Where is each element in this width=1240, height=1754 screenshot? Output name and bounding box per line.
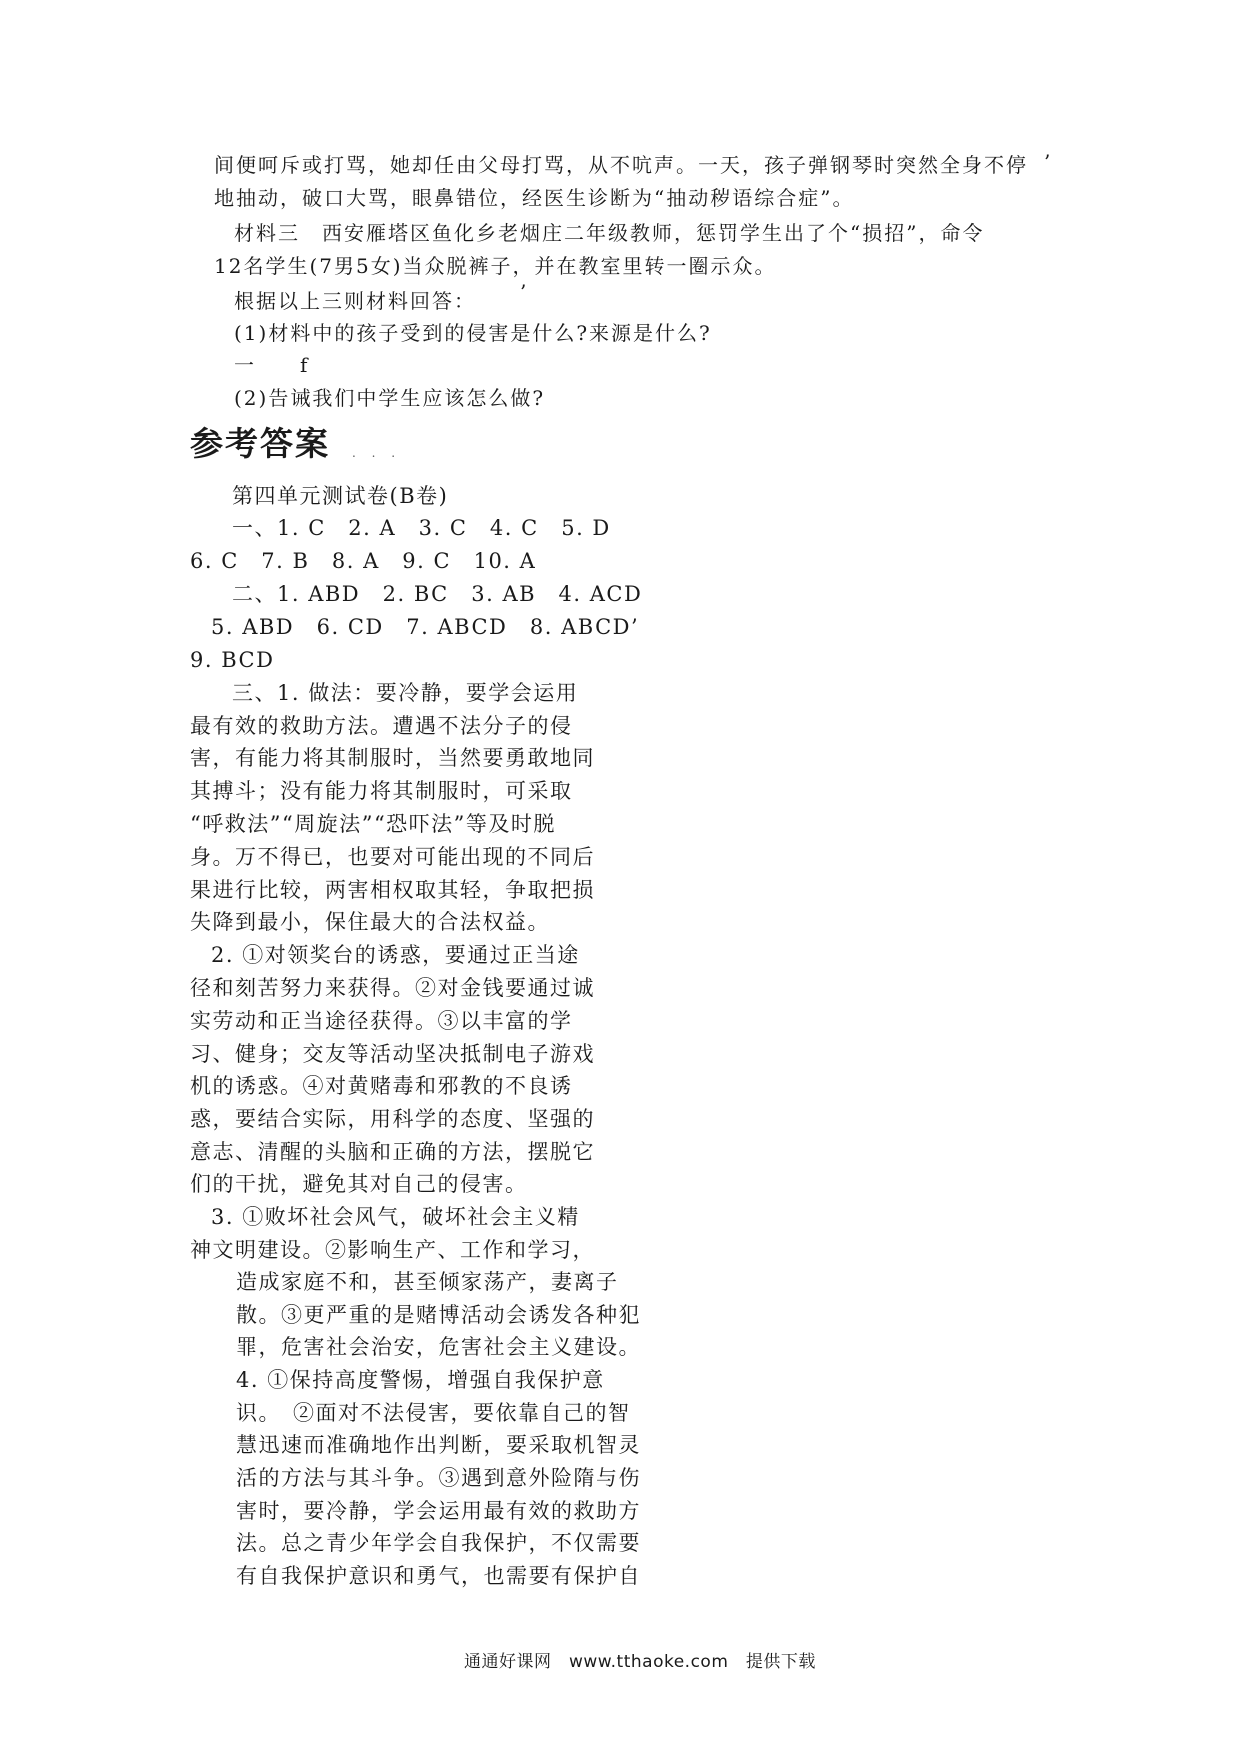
answer-line: 果进行比较，两害相权取其轻，争取把损 xyxy=(190,878,595,902)
material-line: 材料三 西安雁塔区鱼化乡老烟庄二年级教师，惩罚学生出了个“损招”，命令 xyxy=(234,221,985,245)
answer-line: 害时，要冷静，学会运用最有效的救助方 xyxy=(236,1499,641,1523)
answer-section-title: 第四单元测试卷(B卷) xyxy=(232,484,449,508)
answer-line: 散。③更严重的是赌博活动会诱发各种犯 xyxy=(236,1303,641,1327)
question-line: 一 f xyxy=(234,353,310,377)
answer-line: 惑，要结合实际，用科学的态度、坚强的 xyxy=(190,1107,595,1131)
page-footer: 通通好课网 www.tthaoke.com 提供下载 xyxy=(464,1652,816,1672)
material-line: 间便呵斥或打骂，她却任由父母打骂，从不吭声。一天，孩子弹钢琴时突然全身不停 xyxy=(214,153,1028,177)
answer-line: 造成家庭不和，甚至倾家荡产，妻离子 xyxy=(236,1270,619,1294)
answer-line: “呼救法”“周旋法”“恐吓法”等及时脱 xyxy=(190,812,556,836)
answer-line: 一、1. C 2. A 3. C 4. C 5. D xyxy=(232,516,611,540)
heading-dots: . . . xyxy=(352,446,402,460)
answer-line: 有自我保护意识和勇气，也需要有保护自 xyxy=(236,1564,641,1588)
answer-line: 二、1. ABD 2. BC 3. AB 4. ACD xyxy=(232,582,643,606)
answer-line: 最有效的救助方法。遭遇不法分子的侵 xyxy=(190,714,573,738)
answer-line: 意志、清醒的头脑和正确的方法，摆脱它 xyxy=(190,1140,595,1164)
material-line: 12名学生(7男5女)当众脱裤子，并在教室里转一圈示众。 xyxy=(214,254,777,278)
answer-line: 3. ①败坏社会风气，破坏社会主义精 xyxy=(211,1205,580,1229)
answers-heading: 参考答案 xyxy=(190,424,330,463)
stray-mark: ’ xyxy=(520,280,527,304)
answer-line: 习、健身；交友等活动坚决抵制电子游戏 xyxy=(190,1042,595,1066)
answer-line: 慧迅速而准确地作出判断，要采取机智灵 xyxy=(236,1433,641,1457)
stray-mark: ’ xyxy=(1044,150,1051,174)
answer-line: 们的干扰，避免其对自己的侵害。 xyxy=(190,1172,528,1196)
answer-line: 4. ①保持高度警惕，增强自我保护意 xyxy=(236,1368,605,1392)
answer-line: 径和刻苦努力来获得。②对金钱要通过诚 xyxy=(190,976,595,1000)
answer-line: 害，有能力将其制服时，当然要勇敢地同 xyxy=(190,746,595,770)
answer-line: 5. ABD 6. CD 7. ABCD 8. ABCD’ xyxy=(211,615,640,639)
answer-line: 法。总之青少年学会自我保护，不仅需要 xyxy=(236,1531,641,1555)
material-line: 地抽动，破口大骂，眼鼻错位，经医生诊断为“抽动秽语综合症”。 xyxy=(214,186,855,210)
answer-line: 机的诱惑。④对黄赌毒和邪教的不良诱 xyxy=(190,1074,573,1098)
answer-line: 身。万不得已，也要对可能出现的不同后 xyxy=(190,845,595,869)
answer-line: 罪，危害社会治安，危害社会主义建设。 xyxy=(236,1335,641,1359)
answer-line: 其搏斗；没有能力将其制服时，可采取 xyxy=(190,779,573,803)
answer-line: 6. C 7. B 8. A 9. C 10. A xyxy=(190,549,537,573)
question-line: (2)告诫我们中学生应该怎么做? xyxy=(234,386,546,410)
answer-line: 9. BCD xyxy=(190,648,275,672)
answer-line: 2. ①对领奖台的诱惑，要通过正当途 xyxy=(211,943,580,967)
answer-line: 活的方法与其斗争。③遇到意外险隋与伤 xyxy=(236,1466,641,1490)
answer-line: 实劳动和正当途径获得。③以丰富的学 xyxy=(190,1009,573,1033)
answer-line: 识。 ②面对不法侵害，要依靠自己的智 xyxy=(236,1401,631,1425)
answer-line: 神文明建设。②影响生产、工作和学习， xyxy=(190,1238,595,1262)
answer-line: 三、1. 做法：要冷静，要学会运用 xyxy=(232,681,579,705)
answer-line: 失降到最小，保住最大的合法权益。 xyxy=(190,910,550,934)
material-line: 根据以上三则材料回答： xyxy=(234,289,476,313)
question-line: (1)材料中的孩子受到的侵害是什么?来源是什么? xyxy=(234,321,712,345)
